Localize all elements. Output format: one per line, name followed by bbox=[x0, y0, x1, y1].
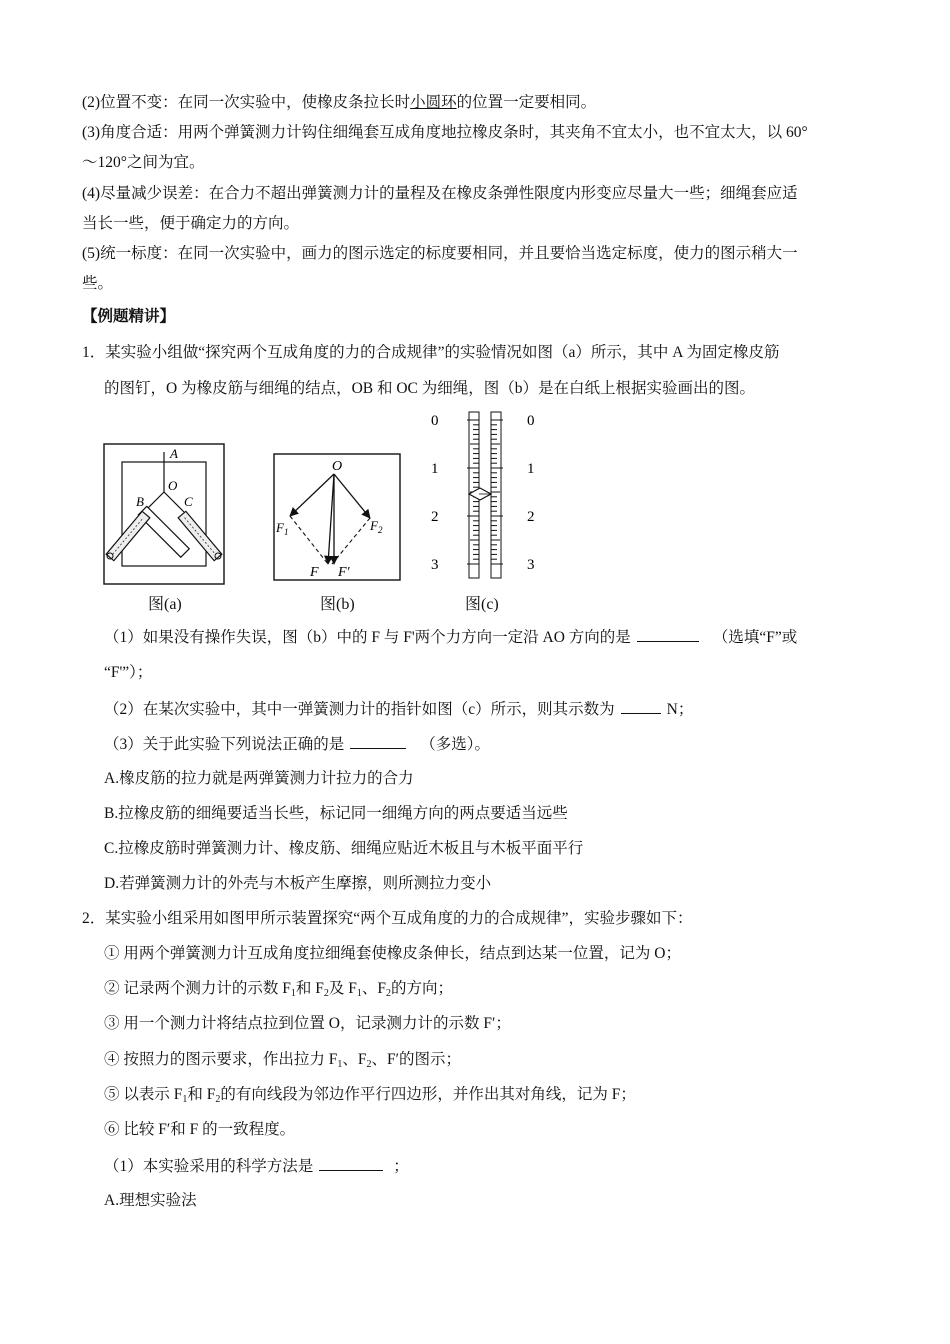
scale-label-right: 0 bbox=[527, 413, 535, 429]
note-5-line2: 些。 bbox=[82, 275, 114, 292]
figure-a-diagram bbox=[100, 440, 230, 590]
q1-stem-line2: 的图钉，O 为橡皮筋与细绳的结点，OB 和 OC 为细绳，图（b）是在白纸上根据实验画出的图。 bbox=[104, 380, 756, 397]
q1-sub1-text: （1）如果没有操作失误，图（b）中的 F 与 F'两个力方向一定沿 AO 方向的是 bbox=[104, 629, 631, 646]
scale-label-right: 1 bbox=[527, 461, 535, 477]
q1-sub1-hint: （选填“F”或 bbox=[712, 629, 798, 646]
q2-sub1-end: ； bbox=[393, 1158, 409, 1175]
q2-stem: 2．某实验小组采用如图甲所示装置探究“两个互成角度的力的合成规律”，实验步骤如下： bbox=[82, 910, 693, 927]
scale-label-left: 0 bbox=[431, 413, 439, 429]
note-3-line2: ～120°之间为宜。 bbox=[82, 154, 205, 171]
scale-label-left: 1 bbox=[431, 461, 439, 477]
scale-label-right: 3 bbox=[527, 557, 535, 573]
q1-sub3-answer-blank[interactable] bbox=[350, 733, 406, 749]
scale-label-left: 3 bbox=[431, 557, 439, 573]
q2-step-5: ⑤ 以表示 $F_1$和 $F_2$的有向线段为邻边作平行四边形，并作出其对角线，记为 F； bbox=[104, 1086, 636, 1105]
q2-step-3: ③ 用一个测力计将结点拉到位置 O，记录测力计的示数 F′； bbox=[104, 1015, 511, 1032]
note-2 bbox=[82, 92, 596, 114]
note-4-line2: 当长一些，便于确定力的方向。 bbox=[82, 215, 300, 232]
q2-sub1-text: （1）本实验采用的科学方法是 bbox=[104, 1158, 314, 1175]
section-title: 【例题精讲】 bbox=[82, 308, 176, 325]
q1-sub2-answer-blank[interactable] bbox=[621, 698, 661, 714]
fig-b-caption: 图(b) bbox=[320, 596, 355, 613]
q1-sub2-text: （2）在某次实验中，其中一弹簧测力计的指针如图（c）所示，则其示数为 bbox=[104, 701, 615, 718]
q2-step-1: ① 用两个弹簧测力计互成角度拉细绳套使橡皮条伸长，结点到达某一位置，记为 O； bbox=[104, 945, 681, 962]
q1-option-d: D.若弹簧测力计的外壳与木板产生摩擦，则所测拉力变小 bbox=[104, 875, 492, 892]
fig-b-label-O: O bbox=[332, 459, 343, 474]
fig-a-label-O: O bbox=[168, 478, 178, 493]
fig-b-label-F1: $F_1$ bbox=[276, 520, 289, 537]
note-5-line1: (5)统一标度：在同一次实验中，画力的图示选定的标度要相同，并且要恰当选定标度，使力的图示稍大一 bbox=[82, 245, 798, 262]
q2-sub1 bbox=[104, 1155, 409, 1178]
q1-sub3-hint: （多选）。 bbox=[420, 736, 491, 753]
q2-sub1-answer-blank[interactable] bbox=[319, 1155, 383, 1171]
q1-sub2 bbox=[104, 698, 693, 721]
q1-option-b: B.拉橡皮筋的细绳要适当长些，标记同一细绳方向的两点要适当远些 bbox=[104, 805, 568, 822]
q2-option-a: A.理想实验法 bbox=[104, 1192, 197, 1209]
q1-stem-line1: 1．某实验小组做“探究两个互成角度的力的合成规律”的实验情况如图（a）所示，其中 A 为固定橡皮筋 bbox=[82, 344, 780, 361]
fig-a-label-A: A bbox=[170, 446, 178, 461]
figure-b-diagram bbox=[272, 452, 404, 584]
fig-a-caption: 图(a) bbox=[148, 596, 182, 613]
fig-b-label-F2: $F_2$ bbox=[370, 518, 383, 535]
scale-label-right: 2 bbox=[527, 509, 535, 525]
q1-sub1-line1 bbox=[104, 626, 797, 649]
q1-option-a: A.橡皮筋的拉力就是两弹簧测力计拉力的合力 bbox=[104, 770, 414, 787]
note-3-line1: (3)角度合适：用两个弹簧测力计钩住细绳套互成角度地拉橡皮条时，其夹角不宜太小，也不宜太大，以 60° bbox=[82, 124, 808, 141]
note-2-underlined: 小圆环 bbox=[410, 94, 457, 111]
fig-c-caption: 图(c) bbox=[465, 596, 499, 613]
q1-option-c: C.拉橡皮筋时弹簧测力计、橡皮筋、细绳应贴近木板且与木板平面平行 bbox=[104, 840, 584, 857]
q1-sub3 bbox=[104, 733, 490, 756]
q2-step-4: ④ 按照力的图示要求，作出拉力 $F_1$、$F_2$、F′的图示； bbox=[104, 1051, 462, 1070]
q2-step-2: ② 记录两个测力计的示数 $F_1$和 $F_2$及 $F_1$、$F_2$的方向； bbox=[104, 980, 454, 999]
q1-sub1-line2: “F'”）； bbox=[104, 664, 153, 681]
q1-sub3-text: （3）关于此实验下列说法正确的是 bbox=[104, 736, 345, 753]
fig-a-label-C: C bbox=[184, 494, 193, 509]
figure-c-scale bbox=[425, 408, 545, 580]
note-4-line1: (4)尽量减少误差：在合力不超出弹簧测力计的量程及在橡皮条弹性限度内形变应尽量大一些；细绳套应适 bbox=[82, 185, 798, 202]
q1-sub2-unit: N； bbox=[666, 701, 694, 718]
note-2-text: (2)位置不变：在同一次实验中，使橡皮条拉长时 bbox=[82, 94, 411, 111]
note-2-text-end: 的位置一定要相同。 bbox=[456, 94, 597, 111]
scale-label-left: 2 bbox=[431, 509, 439, 525]
fig-a-label-B: B bbox=[136, 494, 144, 509]
q1-sub1-answer-blank[interactable] bbox=[637, 626, 699, 642]
q2-step-6: ⑥ 比较 F′和 F 的一致程度。 bbox=[104, 1121, 296, 1138]
fig-b-label-F: F bbox=[310, 565, 319, 580]
fig-b-label-Fprime: F′ bbox=[338, 565, 350, 580]
